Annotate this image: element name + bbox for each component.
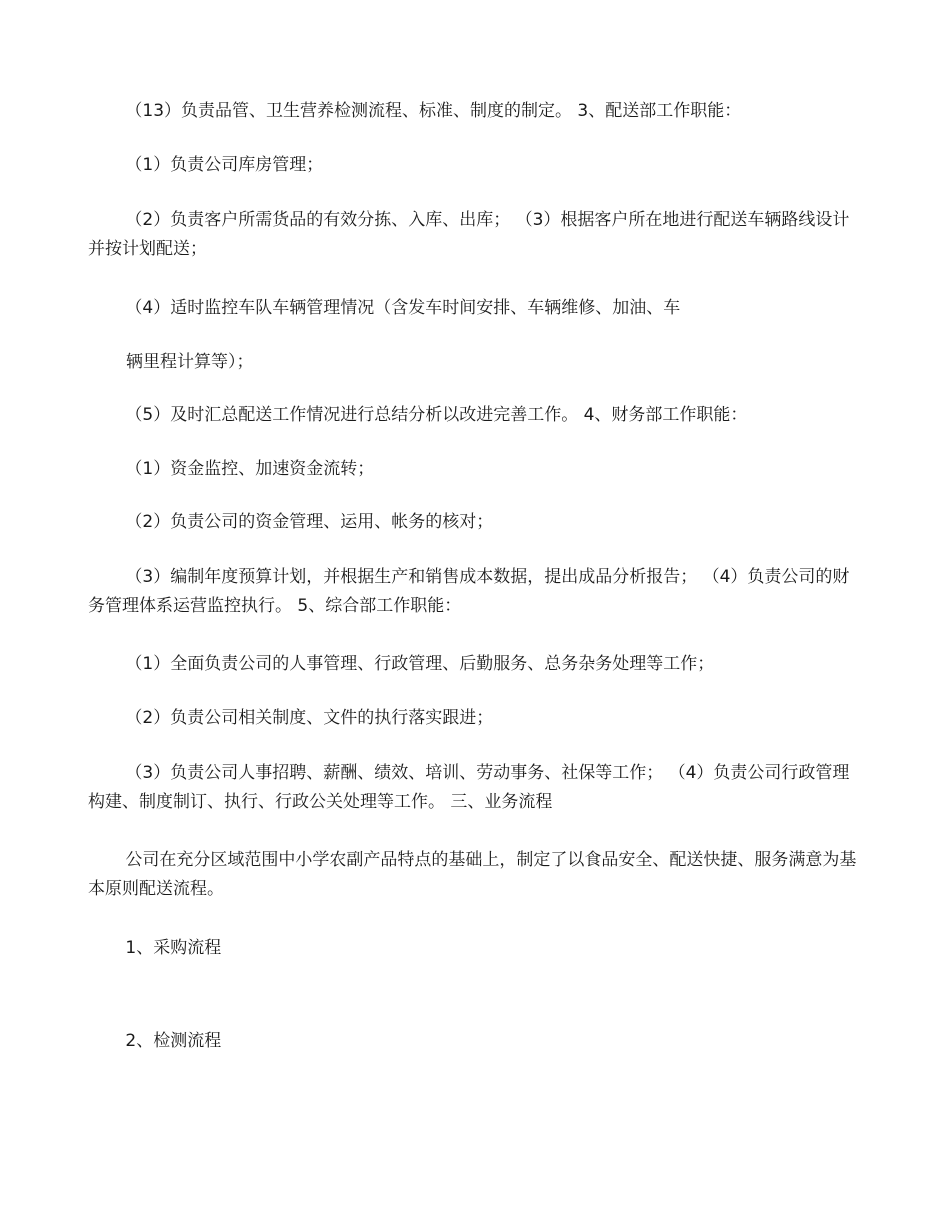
paragraph-recruitment: （3）负责公司人事招聘、薪酬、绩效、培训、劳动事务、社保等工作； （4）负责公司行政管理构建、制度制订、执行、行政公关处理等工作。 三、业务流程	[88, 763, 850, 812]
paragraph-fleet-monitoring-continued: 辆里程计算等）；	[126, 352, 254, 372]
paragraph-warehouse-management: （1）负责公司库房管理；	[125, 155, 324, 175]
heading-procurement-process: 1、采购流程	[125, 938, 222, 958]
paragraph-delivery-summary: （5）及时汇总配送工作情况进行总结分析以改进完善工作。 4、财务部工作职能：	[125, 405, 748, 425]
paragraph-budget-planning: （3）编制年度预算计划，并根据生产和销售成本数据，提出成品分析报告； （4）负责公司的财务管理体系运营监控执行。 5、综合部工作职能：	[88, 567, 850, 616]
heading-inspection-process: 2、检测流程	[125, 1031, 222, 1051]
paragraph-fund-management: （2）负责公司的资金管理、运用、帐务的核对；	[125, 512, 494, 532]
paragraph-goods-sorting: （2）负责客户所需货品的有效分拣、入库、出库； （3）根据客户所在地进行配送车辆路线设计并按计划配送；	[88, 210, 850, 259]
paragraph-hr-admin: （1）全面负责公司的人事管理、行政管理、后勤服务、总务杂务处理等工作；	[125, 654, 715, 674]
paragraph-fund-monitoring: （1）资金监控、加速资金流转；	[125, 459, 375, 479]
paragraph-business-process-intro: 公司在充分区域范围中小学农副产品特点的基础上，制定了以食品安全、配送快捷、服务满意为基本原则配送流程。	[88, 850, 857, 899]
paragraph-fleet-monitoring: （4）适时监控车队车辆管理情况（含发车时间安排、车辆维修、加油、车	[125, 298, 681, 318]
paragraph-policy-execution: （2）负责公司相关制度、文件的执行落实跟进；	[125, 708, 494, 728]
paragraph-quality-control: （13）负责品管、卫生营养检测流程、标准、制度的制定。 3、配送部工作职能：	[125, 101, 742, 121]
